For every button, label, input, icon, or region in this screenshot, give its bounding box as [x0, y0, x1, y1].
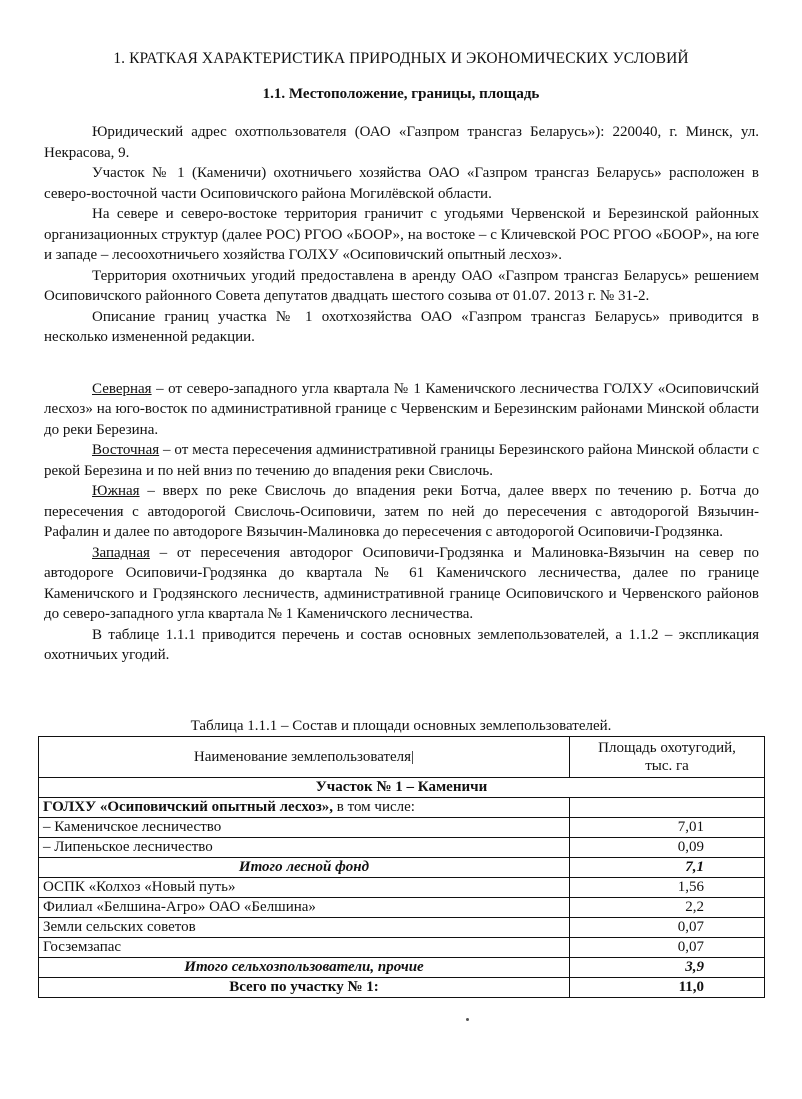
header-area-line2: тыс. га — [645, 758, 689, 774]
paragraph-location: Участок № 1 (Каменичи) охотничьего хозяйства ОАО «Газпром трансгаз Беларусь» расположен в северо-восточной части Осиповичского района Могилёвской области. — [44, 165, 759, 202]
paragraph-west-border — [44, 543, 759, 625]
row-value: 0,07 — [570, 918, 765, 938]
table-row — [39, 818, 765, 838]
paragraph-lease: Территория охотничьих угодий предоставлена в аренду ОАО «Газпром трансгаз Беларусь» решением Осиповичского районного Совета депутатов двадцать шестого созыва от 01.07. 2013 г. № 31-2. — [44, 267, 759, 304]
row-value: 1,56 — [570, 878, 765, 898]
header-name: Наименование землепользователя| — [39, 737, 570, 778]
east-border-label: Восточная — [92, 442, 160, 458]
subtotal-agri-name: Итого сельхозпользователи, прочие — [39, 958, 570, 978]
table-row — [39, 898, 765, 918]
row-value: 2,2 — [570, 898, 765, 918]
chapter-heading: 1. КРАТКАЯ ХАРАКТЕРИСТИКА ПРИРОДНЫХ И ЭКОНОМИЧЕСКИХ УСЛОВИЙ — [113, 50, 689, 67]
paragraph-table-intro: В таблице 1.1.1 приводится перечень и состав основных землепользователей, а 1.1.2 – экспликация охотничьих угодий. — [44, 626, 759, 663]
paragraph-south-border — [44, 481, 759, 543]
subtotal-forest-value: 7,1 — [570, 858, 765, 878]
section-title: Участок № 1 – Каменичи — [39, 778, 765, 798]
landusers-table — [38, 736, 765, 998]
table-row — [39, 878, 765, 898]
row-value: 7,01 — [570, 818, 765, 838]
paragraph-east-border — [44, 440, 759, 481]
table-row — [39, 838, 765, 858]
row-name: Госземзапас — [39, 938, 570, 958]
row-value: 0,09 — [570, 838, 765, 858]
north-border-label: Северная — [92, 380, 152, 397]
leshoz-name: ГОЛХУ «Осиповичский опытный лесхоз», — [43, 799, 334, 815]
table-subtotal-row — [39, 958, 765, 978]
row-name: Филиал «Белшина-Агро» ОАО «Белшина» — [39, 898, 570, 918]
table-subtotal-row — [39, 858, 765, 878]
row-name: – Липеньское лесничество — [39, 838, 570, 858]
row-name: – Каменичское лесничество — [39, 818, 570, 838]
table-row — [39, 798, 765, 818]
total-name: Всего по участку № 1: — [39, 978, 570, 998]
subtotal-forest-name: Итого лесной фонд — [39, 858, 570, 878]
header-area — [570, 737, 765, 778]
row-value: 0,07 — [570, 938, 765, 958]
header-area-line1: Площадь охотугодий, — [598, 740, 736, 756]
table-row — [39, 938, 765, 958]
east-border-text: – от места пересечения административной границы Березинского района Минской области с рекой Березина и по ней вниз по течению до впадения реки Свислочь. — [44, 442, 759, 479]
leshoz-value — [570, 798, 765, 818]
paragraph-neighbors: На севере и северо-востоке территория граничит с угодьями Червенской и Березинской районных организационных структур (далее РОС) РГОО «БООР», на востоке – с Кличевской РОС РГОО «БООР», на юге и западе – лесоохотничьего хозяйства ГОЛХУ «Осиповичский опытный лесхоз». — [44, 206, 759, 263]
paragraph-address: Юридический адрес охотпользователя (ОАО «Газпром трансгаз Беларусь»): 220040, г. Минск, ул. Некрасова, 9. — [44, 124, 759, 161]
west-border-text: – от пересечения автодорог Осиповичи-Гродзянка и Малиновка-Вязычин на север по автодороге Осиповичи-Гродзянка до квартала № 61 Каменичского лесничества, далее по границе Каменичского и Гродзянского лесничеств, административной границе Осиповичского и Червенского районов до северо-западного угла квартала № 1 Каменичского лесничества. — [44, 544, 759, 622]
west-border-label: Западная — [92, 544, 150, 561]
south-border-text: – вверх по реке Свислочь до впадения реки Ботча, далее вверх по течению р. Ботча до пересечения с автодорогой Свислочь-Осиповичи, затем по ней до пересечения с автодорогой Вязычин-Рафалин и далее по автодороге Вязычин-Малиновка до пересечения с автодорогой Осиповичи-Гродзянка. — [44, 483, 759, 540]
total-value: 11,0 — [570, 978, 765, 998]
row-name: Земли сельских советов — [39, 918, 570, 938]
body-text — [44, 122, 759, 666]
table-header-row — [39, 737, 765, 778]
leshoz-suffix: в том числе: — [333, 799, 415, 815]
row-name: ОСПК «Колхоз «Новый путь» — [39, 878, 570, 898]
subtotal-agri-value: 3,9 — [570, 958, 765, 978]
north-border-text: – от северо-западного угла квартала № 1 Каменичского лесничества ГОЛХУ «Осиповичский лесхоз» на юго-восток по административной границе с Червенским и Березинским районами Минской области до реки Березина. — [44, 380, 759, 438]
section-heading: 1.1. Местоположение, границы, площадь — [262, 86, 540, 102]
leshoz-cell — [39, 798, 570, 818]
table-section-row — [39, 778, 765, 798]
table-total-row — [39, 978, 765, 998]
paragraph-north-border — [44, 379, 759, 441]
south-border-label: Южная — [92, 483, 140, 499]
table-row — [39, 918, 765, 938]
table-caption: Таблица 1.1.1 – Состав и площади основных землепользователей. — [190, 718, 612, 734]
paragraph-boundaries-intro: Описание границ участка № 1 охотхозяйства ОАО «Газпром трансгаз Беларусь» приводится в несколько измененной редакции. — [44, 308, 759, 345]
scan-speck — [466, 1018, 469, 1021]
